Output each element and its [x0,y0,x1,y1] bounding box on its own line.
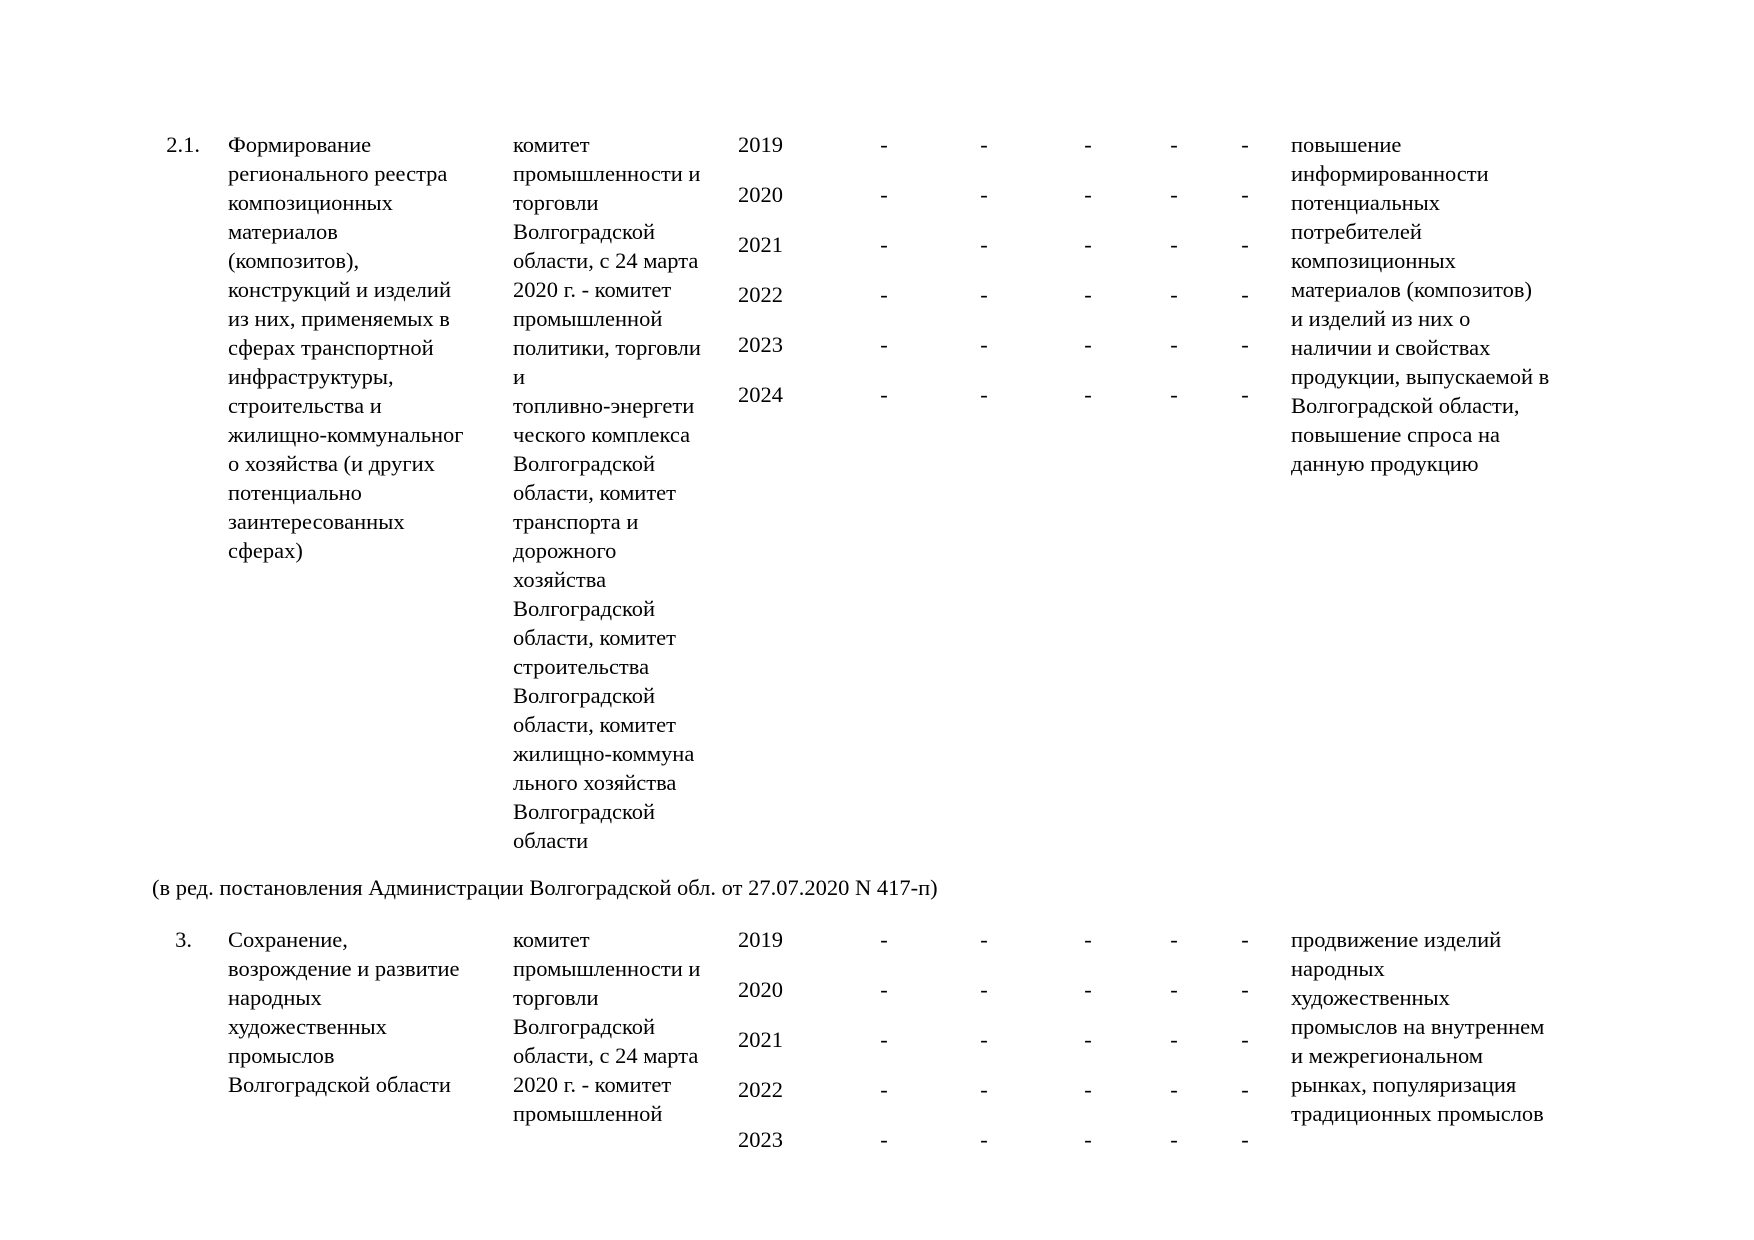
text-line: традиционных промыслов [1291,1101,1544,1126]
text-line: Волгоградской [513,596,656,621]
text-line: инфраструктуры, [228,364,394,389]
text-line: транспорта и [513,509,639,534]
year-label: 2021 [738,1027,783,1052]
funding-value: - [1084,1077,1092,1102]
text-line: и изделий из них о [1291,306,1471,331]
text-line: о хозяйства (и других [228,451,435,476]
text-line: возрождение и развитие [228,956,460,981]
funding-value: - [1084,282,1092,307]
funding-value: - [1170,182,1178,207]
funding-value: - [980,927,988,952]
text-line: и [513,364,526,389]
text-line: данную продукцию [1291,451,1479,476]
text-line: материалов [228,219,338,244]
funding-value: - [1241,382,1249,407]
text-line: художественных [1291,985,1450,1010]
funding-value: - [1170,332,1178,357]
funding-value: - [1241,1127,1249,1152]
text-line: Волгоградской [513,219,656,244]
text-line: комитет [513,927,590,952]
text-line: потенциальных [1291,190,1441,215]
text-line: торговли [513,985,599,1010]
funding-value: - [880,232,888,257]
text-line: торговли [513,190,599,215]
row-number: 3. [175,927,192,952]
text-line: жилищно-коммуна [513,741,695,766]
text-line: промыслов на внутреннем [1291,1014,1545,1039]
text-line: заинтересованных [228,509,405,534]
funding-value: - [1241,1077,1249,1102]
text-line: области, с 24 марта [513,1043,699,1068]
funding-value: - [1170,282,1178,307]
year-row [738,180,1258,230]
text-line: промышленности и [513,161,701,186]
funding-value: - [1241,927,1249,952]
funding-value: - [1084,132,1092,157]
text-line: комитет [513,132,590,157]
funding-value: - [1084,232,1092,257]
funding-value: - [1084,182,1092,207]
funding-value: - [980,232,988,257]
text-line: композиционных [1291,248,1456,273]
funding-value: - [980,182,988,207]
year-row [738,1125,1258,1175]
text-line: политики, торговли [513,335,701,360]
text-line: промышленной [513,1101,663,1126]
text-line: народных [228,985,322,1010]
funding-value: - [880,927,888,952]
funding-value: - [1170,1027,1178,1052]
year-row [738,1075,1258,1125]
text-line: наличии и свойствах [1291,335,1491,360]
text-line: промыслов [228,1043,335,1068]
text-line: Волгоградской области, [1291,393,1520,418]
funding-value: - [880,332,888,357]
expected-result [1291,130,1611,478]
year-row [738,925,1258,975]
text-line: Волгоградской [513,451,656,476]
funding-value: - [880,282,888,307]
text-line: Волгоградской [513,683,656,708]
text-line: области, комитет [513,480,677,505]
text-line: Волгоградской [513,1014,656,1039]
funding-value: - [880,1027,888,1052]
funding-value: - [1241,1027,1249,1052]
text-line: материалов (композитов) [1291,277,1532,302]
year-label: 2022 [738,1077,783,1102]
funding-value: - [1084,382,1092,407]
text-line: ческого комплекса [513,422,691,447]
funding-value: - [880,182,888,207]
year-label: 2023 [738,332,783,357]
funding-value: - [1241,282,1249,307]
text-line: композиционных [228,190,393,215]
funding-value: - [880,132,888,157]
text-line: продукции, выпускаемой в [1291,364,1550,389]
year-row [738,130,1258,180]
funding-value: - [1170,927,1178,952]
text-line: хозяйства [513,567,607,592]
text-line: Волгоградской [513,799,656,824]
funding-value: - [1170,1077,1178,1102]
funding-value: - [1241,182,1249,207]
funding-value: - [1084,977,1092,1002]
funding-value: - [1170,232,1178,257]
year-label: 2022 [738,282,783,307]
text-line: из них, применяемых в [228,306,450,331]
text-line: повышение [1291,132,1402,157]
funding-value: - [1084,332,1092,357]
text-line: области [513,828,589,853]
activity-name [228,130,508,565]
year-row [738,330,1258,380]
funding-value: - [980,332,988,357]
year-label: 2020 [738,182,783,207]
text-line: жилищно-коммунальног [228,422,464,447]
funding-by-year [738,925,1258,1175]
funding-value: - [880,977,888,1002]
funding-value: - [980,1027,988,1052]
text-line: 2020 г. - комитет [513,1072,672,1097]
text-line: строительства и [228,393,382,418]
text-line: дорожного [513,538,617,563]
funding-value: - [980,977,988,1002]
funding-value: - [980,282,988,307]
text-line: промышленной [513,306,663,331]
text-line: промышленности и [513,956,701,981]
expected-result [1291,925,1611,1128]
funding-value: - [1084,927,1092,952]
funding-value: - [1241,332,1249,357]
funding-value: - [980,1077,988,1102]
text-line: Волгоградской области [228,1072,451,1097]
text-line: (композитов), [228,248,360,273]
text-line: народных [1291,956,1385,981]
year-label: 2020 [738,977,783,1002]
text-line: и межрегиональном [1291,1043,1484,1068]
text-line: Формирование [228,132,372,157]
funding-value: - [980,132,988,157]
text-line: области, комитет [513,712,677,737]
funding-value: - [980,382,988,407]
text-line: конструкций и изделий [228,277,451,302]
year-row [738,975,1258,1025]
text-line: потенциально [228,480,362,505]
funding-value: - [1170,1127,1178,1152]
text-line: рынках, популяризация [1291,1072,1517,1097]
responsible-executor [513,130,733,855]
text-line: продвижение изделий [1291,927,1502,952]
text-line: Сохранение, [228,927,348,952]
text-line: регионального реестра [228,161,448,186]
year-row [738,380,1258,430]
text-line: информированности [1291,161,1489,186]
year-row [738,230,1258,280]
funding-value: - [880,382,888,407]
funding-value: - [1241,232,1249,257]
text-line: потребителей [1291,219,1422,244]
funding-value: - [980,1127,988,1152]
year-label: 2019 [738,927,783,952]
text-line: льного хозяйства [513,770,677,795]
funding-value: - [1241,977,1249,1002]
funding-value: - [1170,382,1178,407]
text-line: художественных [228,1014,387,1039]
edition-note: (в ред. постановления Администрации Волгоградской обл. от 27.07.2020 N 417-п) [152,875,938,900]
funding-value: - [880,1127,888,1152]
text-line: области, комитет [513,625,677,650]
year-label: 2019 [738,132,783,157]
year-label: 2024 [738,382,783,407]
text-line: сферах) [228,538,303,563]
funding-value: - [1170,132,1178,157]
year-label: 2021 [738,232,783,257]
year-row [738,1025,1258,1075]
activity-name [228,925,508,1099]
year-label: 2023 [738,1127,783,1152]
funding-value: - [1170,977,1178,1002]
year-row [738,280,1258,330]
text-line: сферах транспортной [228,335,434,360]
funding-value: - [1084,1027,1092,1052]
funding-value: - [880,1077,888,1102]
funding-value: - [1084,1127,1092,1152]
text-line: области, с 24 марта [513,248,699,273]
text-line: топливно-энергети [513,393,695,418]
text-line: строительства [513,654,650,679]
responsible-executor [513,925,733,1128]
funding-by-year [738,130,1258,430]
text-line: 2020 г. - комитет [513,277,672,302]
row-number: 2.1. [166,132,200,157]
text-line: повышение спроса на [1291,422,1501,447]
funding-value: - [1241,132,1249,157]
